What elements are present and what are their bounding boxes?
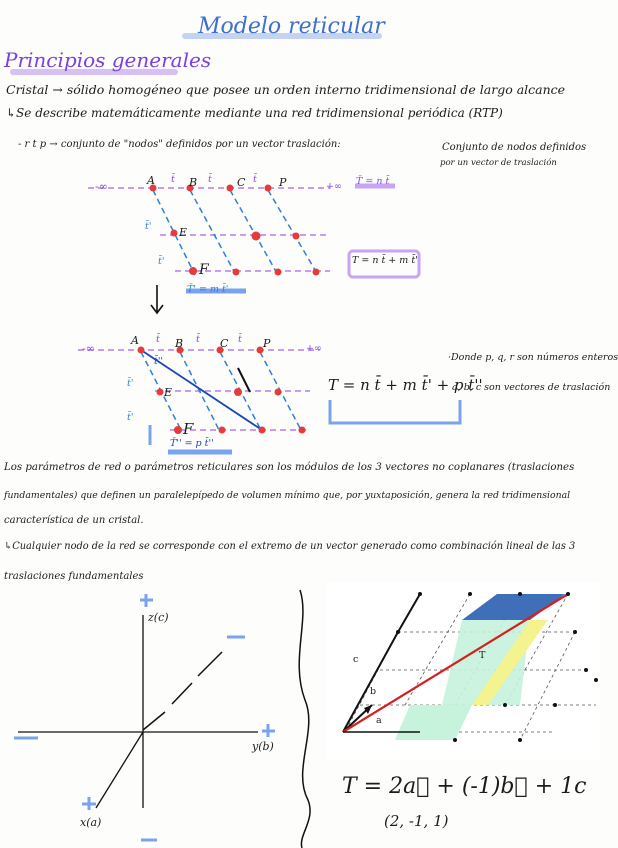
para1-line3: característica de un cristal. (4, 515, 144, 526)
d2-tdprime-top: t̄'' (154, 356, 164, 367)
para2-line1: ↳Cualquier nodo de la red se corresponde con el extremo de un vector generado como combinación lineal de las 3 (4, 541, 576, 552)
d2-label-F: F (183, 420, 194, 438)
para1-line1: Los parámetros de red o parámetros reticulares son los módulos de los 3 vectores no coplanares (traslaciones (4, 462, 575, 473)
text-line-crystal: Cristal → sólido homogéneo que posee un orden interno tridimensional de largo alcance (6, 82, 566, 97)
d2-infinity: -∞ (82, 342, 95, 355)
para1-line2: fundamentales) que definen un paralelepípedo de volumen mínimo que, por yuxtaposición, genera la red tridimensional (4, 490, 571, 501)
axis-x-label: x(a) (80, 816, 102, 829)
d2-tprime-2: t̄' (127, 412, 134, 423)
d1-tprime-2: t̄' (158, 256, 165, 267)
page-title: Modelo reticular (198, 14, 385, 39)
d2-t-2: t̄ (196, 334, 200, 345)
side-note-line-2: por un vector de traslación (440, 158, 557, 168)
d1-t-2: t̄ (208, 174, 212, 185)
d1-plus-inf: +∞ (326, 181, 342, 192)
d1-label-B: B (189, 176, 198, 189)
note-right-2: a, b, c son vectores de traslación (452, 382, 611, 393)
result-coords: (2, -1, 1) (384, 812, 449, 830)
d1-t-1: t̄ (171, 174, 175, 185)
d2-eq-main: T = n t̄ + m t̄' + p t̄'' (328, 376, 483, 394)
d1-eq-bottom: T̄' = m t̄' (187, 284, 229, 295)
side-note-line-1: Conjunto de nodos definidos (442, 142, 587, 153)
d2-label-B: B (175, 337, 184, 350)
para2-line2: traslaciones fundamentales (4, 571, 144, 582)
d2-label-A: A (131, 334, 139, 347)
d1-label-F: F (199, 262, 209, 278)
d2-t-1: t̄ (156, 334, 160, 345)
text-line-rtp: - r t p → conjunto de "nodos" definidos por un vector traslación: (18, 139, 341, 150)
text-line-describe: ↳Se describe matemáticamente mediante una red tridimensional periódica (RTP) (6, 106, 503, 120)
result-equation: T = 2a⃗ + (-1)b⃗ + 1c (342, 774, 587, 799)
lattice-label-a: a (376, 715, 382, 726)
axis-y-label: y(b) (252, 740, 274, 753)
lattice-label-T: T (479, 650, 486, 661)
d1-eq-top: T̄ = n t̄ (356, 176, 390, 187)
d1-label-C: C (237, 176, 246, 189)
d2-tprime-1: t̄' (127, 378, 134, 389)
d2-label-C: C (220, 337, 229, 350)
d1-eq-main: T = n t̄ + m t̄' (352, 255, 418, 266)
d2-eq-bottom: T̄'' = p t̄'' (170, 438, 214, 449)
d1-label-P: P (279, 176, 287, 189)
d1-label-E: E (179, 226, 188, 239)
d2-label-P: P (263, 337, 271, 350)
d1-label-A: A (147, 174, 155, 187)
d2-label-E: E (164, 386, 173, 399)
lattice-label-b: b (370, 686, 377, 697)
section-heading: Principios generales (4, 48, 212, 72)
d1-infinity: -∞ (95, 180, 108, 193)
lattice-label-c: c (353, 654, 359, 665)
axis-z-label: z(c) (148, 611, 169, 624)
d2-plus-inf: +∞ (306, 343, 322, 354)
d2-t-3: t̄ (238, 334, 242, 345)
d1-tprime-1: t̄' (145, 221, 152, 232)
note-right-1: ·Donde p, q, r son números enteros (448, 352, 618, 363)
d1-t-3: t̄ (253, 174, 257, 185)
